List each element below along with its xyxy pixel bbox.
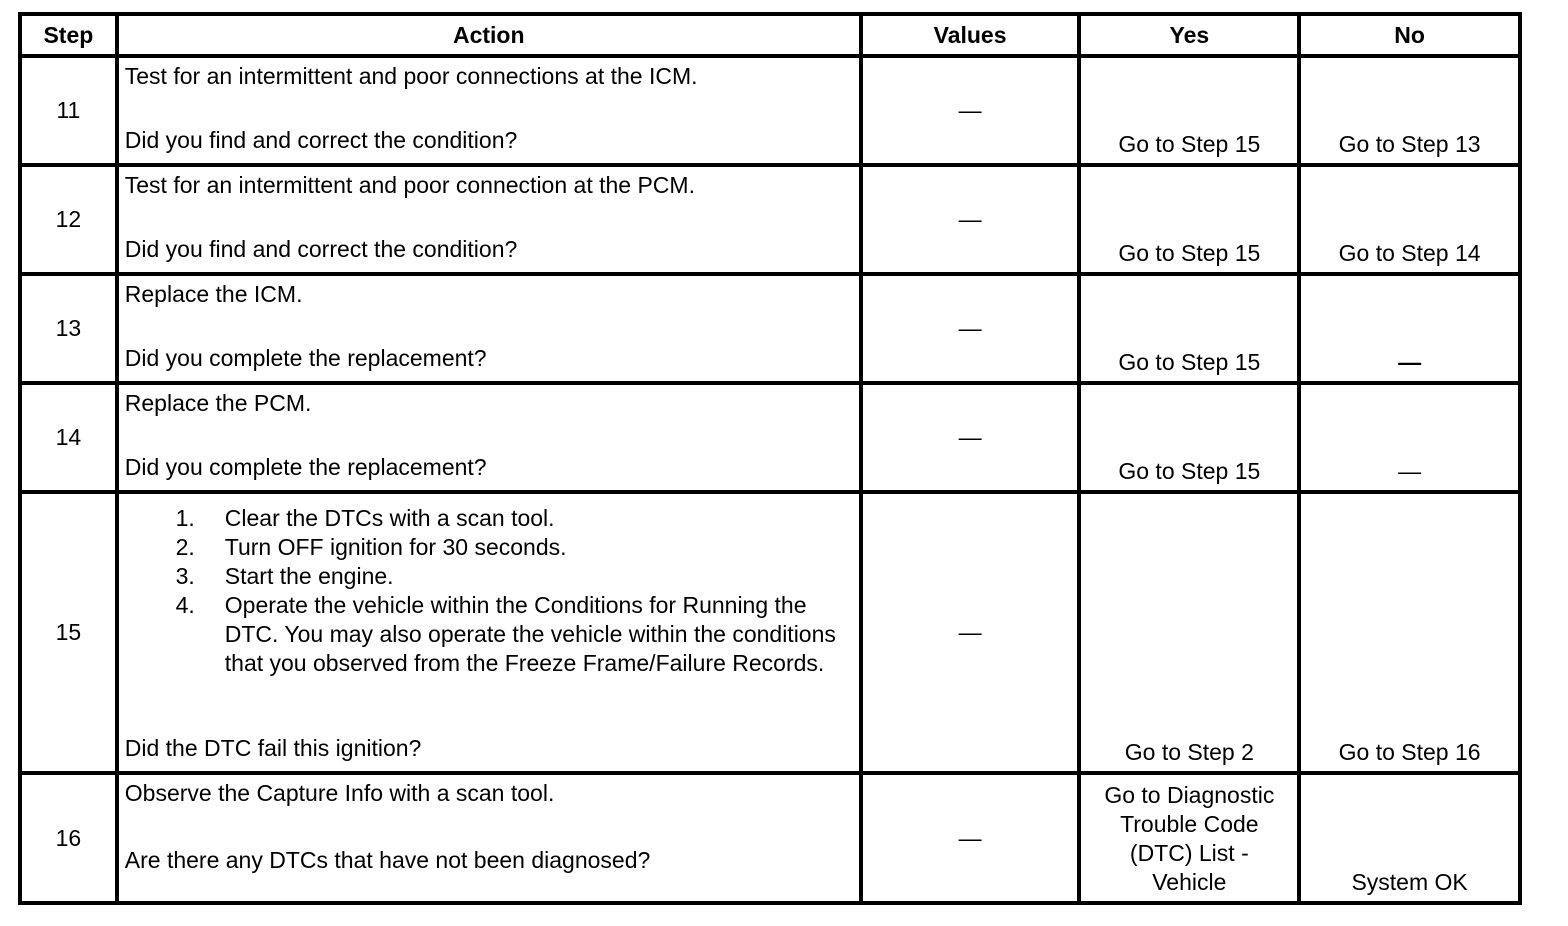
list-item: [125, 533, 853, 562]
action-question: Did you complete the replacement?: [124, 345, 487, 371]
values-cell: —: [861, 274, 1080, 383]
substep-text: Clear the DTCs with a scan tool.: [224, 505, 555, 531]
substep-number: 2.: [175, 534, 195, 560]
header-action: Action: [117, 14, 861, 56]
action-cell: [117, 492, 861, 773]
action-question: Are there any DTCs that have not been diagnosed?: [124, 847, 651, 873]
substep-text: Start the engine.: [224, 563, 394, 589]
values-cell: —: [861, 383, 1080, 492]
no-cell: System OK: [1299, 773, 1520, 903]
yes-cell: Go to Step 15: [1079, 383, 1299, 492]
header-yes: Yes: [1079, 14, 1299, 56]
action-question: Did you find and correct the condition?: [124, 236, 518, 262]
yes-cell: Go to Step 15: [1079, 56, 1299, 165]
action-cell: [117, 773, 861, 903]
table-row-step-11: [20, 56, 1520, 165]
substep-number: 3.: [175, 563, 195, 589]
substep-text: Operate the vehicle within the Conditions for Running the DTC. You may also operate the vehicle within the conditions that you observed from the Freeze Frame/Failure Records.: [224, 592, 836, 676]
yes-cell: Go to Step 15: [1079, 274, 1299, 383]
action-question: Did you find and correct the condition?: [124, 127, 518, 153]
step-number: 12: [20, 165, 117, 274]
list-item: [125, 562, 853, 591]
yes-cell: Go to Step 2: [1079, 492, 1299, 773]
substep-text: Turn OFF ignition for 30 seconds.: [224, 534, 567, 560]
action-text: Test for an intermittent and poor connection at the PCM.: [124, 172, 695, 198]
table-row-step-14: [20, 383, 1520, 492]
values-cell: —: [861, 773, 1080, 903]
substep-number: 1.: [175, 505, 195, 531]
no-cell: Go to Step 13: [1299, 56, 1520, 165]
table-row-step-13: [20, 274, 1520, 383]
header-values: Values: [861, 14, 1080, 56]
no-cell: —: [1299, 383, 1520, 492]
no-cell: Go to Step 14: [1299, 165, 1520, 274]
step-number: 16: [20, 773, 117, 903]
table-row-step-16: [20, 773, 1520, 903]
action-text: Replace the PCM.: [124, 390, 312, 416]
no-cell: —: [1299, 274, 1520, 383]
action-cell: [117, 383, 861, 492]
step-number: 15: [20, 492, 117, 773]
action-text: Replace the ICM.: [124, 281, 303, 307]
values-cell: —: [861, 56, 1080, 165]
substep-number: 4.: [175, 592, 195, 618]
table-row-step-12: [20, 165, 1520, 274]
step-number: 14: [20, 383, 117, 492]
header-row: [20, 14, 1520, 56]
action-question: Did you complete the replacement?: [124, 454, 487, 480]
no-cell: Go to Step 16: [1299, 492, 1520, 773]
header-no: No: [1299, 14, 1520, 56]
list-item: [125, 504, 853, 533]
action-cell: [117, 274, 861, 383]
table-row-step-15: [20, 492, 1520, 773]
action-question: Did the DTC fail this ignition?: [124, 735, 422, 761]
diagnostic-table: [18, 12, 1522, 905]
values-cell: —: [861, 165, 1080, 274]
action-text: Test for an intermittent and poor connections at the ICM.: [124, 63, 698, 89]
header-step: Step: [20, 14, 117, 56]
step-number: 13: [20, 274, 117, 383]
substep-list: [125, 504, 853, 678]
action-cell: [117, 56, 861, 165]
yes-cell: Go to Step 15: [1079, 165, 1299, 274]
values-cell: —: [861, 492, 1080, 773]
action-cell: [117, 165, 861, 274]
step-number: 11: [20, 56, 117, 165]
yes-cell: Go to Diagnostic Trouble Code (DTC) List - Vehicle: [1079, 773, 1299, 903]
list-item: [125, 591, 853, 678]
action-text: Observe the Capture Info with a scan tool.: [124, 780, 555, 806]
